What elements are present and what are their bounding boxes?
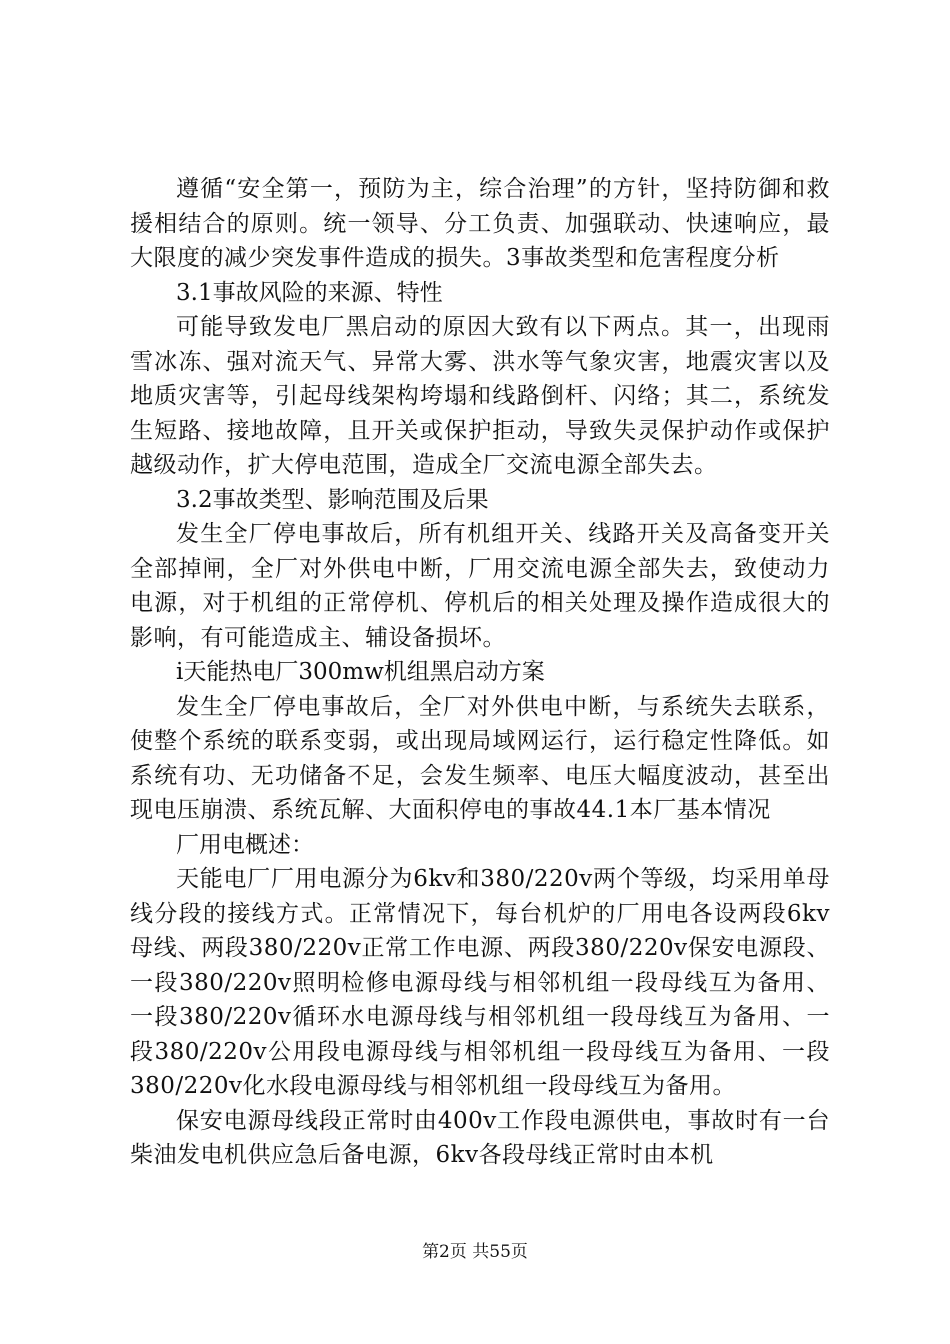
paragraph-station-power-overview: 天能电厂厂用电源分为6kv和380/220v两个等级，均采用单母线分段的接线方式。正常情况下，每台机炉的厂用电各设两段6kv母线、两段380/220v正常工作电源、两段380/220v保安电源段、一段380/220v照明检修电源母线与相邻机组一段母线互为备用、一段380/220v循环水电源母线与相邻机组一段母线互为备用、一段380/220v公用段电源母线与相邻机组一段母线互为备用、一段380/220v化水段电源母线与相邻机组一段母线互为备用。 xyxy=(130,866,830,1099)
section-heading-3-1: 3.1事故风险的来源、特性 xyxy=(176,279,443,306)
section-heading-blackstart-plan: i天能热电厂300mw机组黑启动方案 xyxy=(176,659,545,685)
paragraph-emergency-supply: 保安电源母线段正常时由400v工作段电源供电，事故时有一台柴油发电机供应急后备电源，6kv各段母线正常时由本机 xyxy=(130,1107,830,1168)
paragraph-consequences: 发生全厂停电事故后，所有机组开关、线路开关及高备变开关全部掉闸，全厂对外供电中断，厂用交流电源全部失去，致使动力电源，对于机组的正常停机、停机后的相关处理及操作造成很大的影响，有可能造成主、辅设备损坏。 xyxy=(130,521,830,651)
paragraph-principles: 遵循“安全第一，预防为主，综合治理”的方针，坚持防御和救援相结合的原则。统一领导、分工负责、加强联动、快速响应，最大限度的减少突发事件造成的损失。3事故类型和危害程度分析 xyxy=(130,176,830,271)
document-body xyxy=(130,172,830,1173)
paragraph-risk-sources: 可能导致发电厂黑启动的原因大致有以下两点。其一，出现雨雪冰冻、强对流天气、异常大雾、洪水等气象灾害，地震灾害以及地质灾害等，引起母线架构垮塌和线路倒杆、闪络；其二，系统发生短路、接地故障，且开关或保护拒动，导致失灵保护动作或保护越级动作，扩大停电范围，造成全厂交流电源全部失去。 xyxy=(130,314,830,478)
section-heading-station-power: 厂用电概述： xyxy=(176,831,314,858)
paragraph-grid-impact: 发生全厂停电事故后，全厂对外供电中断，与系统失去联系，使整个系统的联系变弱，或出现局域网运行，运行稳定性降低。如系统有功、无功储备不足，会发生频率、电压大幅度波动，甚至出现电压崩溃、系统瓦解、大面积停电的事故44.1本厂基本情况 xyxy=(130,693,830,823)
page-footer: 第2页 共55页 xyxy=(422,1242,528,1262)
section-heading-3-2: 3.2事故类型、影响范围及后果 xyxy=(176,486,489,513)
